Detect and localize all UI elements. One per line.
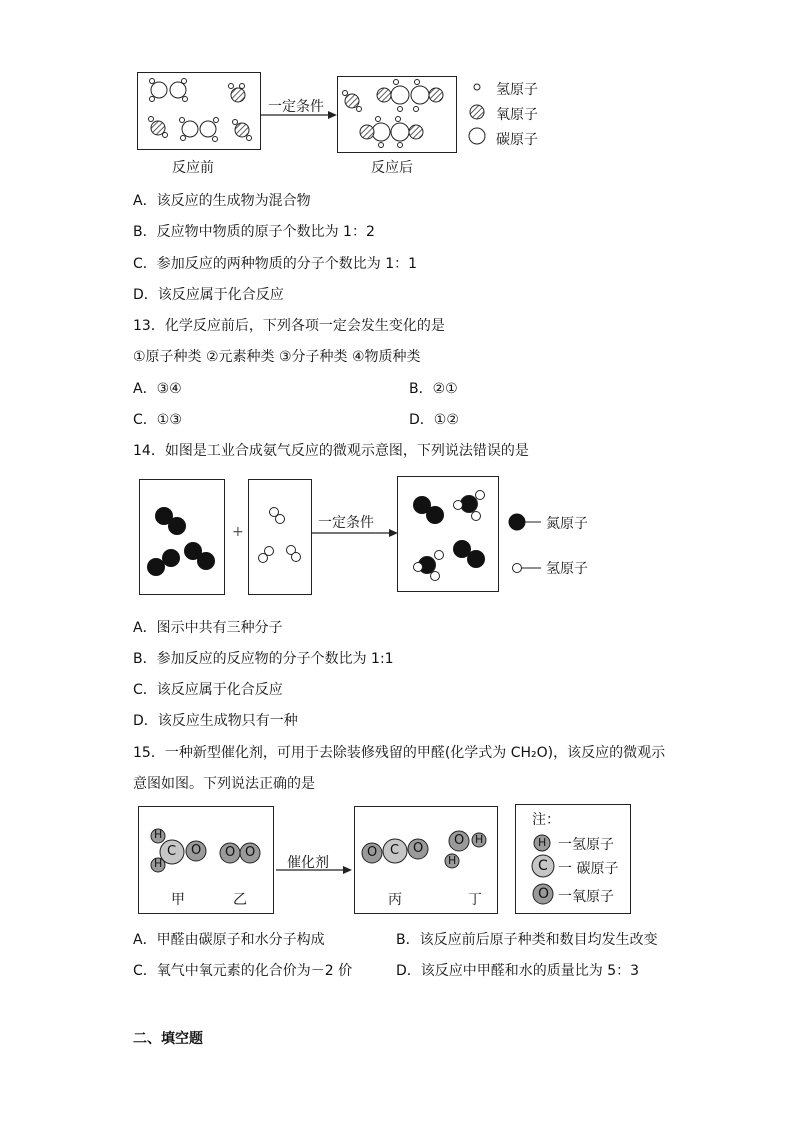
q12-legend-c: 碳原子 — [496, 132, 538, 148]
q15-label-ding: 丁 — [468, 892, 482, 908]
q15-legend-o: 一氧原子 — [558, 889, 614, 905]
q12-caption-after: 反应后 — [371, 160, 413, 176]
molecule — [343, 91, 362, 112]
q13-stem: 13．化学反应前后，下列各项一定会发生变化的是 — [133, 318, 445, 334]
q14-stem: 14．如图是工业合成氨气反应的微观示意图，下列说法错误的是 — [133, 443, 529, 459]
q14-option-c: C．该反应属于化合反应 — [133, 682, 283, 698]
atom-c: C — [167, 844, 177, 859]
section-title: 二、填空题 — [133, 1031, 203, 1047]
q13-option-a: A．③④ — [133, 381, 182, 397]
q12-legend-h: 氢原子 — [496, 82, 538, 98]
q12-legend-icons — [466, 78, 490, 148]
q15-legend-box — [515, 804, 631, 914]
atom-o: O — [225, 845, 236, 860]
q13-items: ①原子种类 ②元素种类 ③分子种类 ④物质种类 — [133, 349, 421, 365]
q14-arrow — [312, 528, 398, 538]
molecule — [149, 117, 168, 138]
molecule — [233, 120, 252, 141]
q14-option-d: D．该反应生成物只有一种 — [133, 713, 298, 729]
q15-arrow-label: 催化剂 — [287, 855, 329, 871]
atom-o: O — [367, 845, 378, 860]
q12-option-b: B．反应物中物质的原子个数比为 1：2 — [133, 224, 375, 240]
q14-option-a: A．图示中共有三种分子 — [133, 620, 283, 636]
q14-after-box — [397, 476, 499, 592]
q15-arrow — [276, 865, 352, 875]
q15-note-title: 注： — [532, 812, 560, 828]
q14-nitrogen-molecules — [140, 480, 224, 594]
q15-option-c: C．氧气中氧元素的化合价为－2 价 — [133, 963, 353, 979]
q13-option-d: D．①② — [409, 412, 459, 428]
q15-stem-line1: 15．一种新型催化剂，可用于去除装修残留的甲醛(化学式为 CH₂O)，该反应的微观示 — [133, 745, 666, 761]
q15-stem-line2: 意图如图。下列说法正确的是 — [133, 776, 315, 792]
q15-before-box — [138, 806, 274, 914]
q15-option-d: D．该反应中甲醛和水的质量比为 5：3 — [396, 963, 640, 979]
q14-legend-h: 氢原子 — [546, 561, 588, 577]
q14-arrow-label: 一定条件 — [318, 515, 374, 531]
atom-o: O — [538, 886, 550, 902]
q15-label-yi: 乙 — [233, 892, 247, 908]
q13-option-c: C．①③ — [133, 412, 182, 428]
q12-caption-before: 反应前 — [172, 160, 214, 176]
q14-option-b: B．参加反应的反应物的分子个数比为 1:1 — [133, 651, 394, 667]
atom-h: H — [154, 828, 163, 841]
q12-before-molecules — [138, 73, 260, 149]
q15-legend-c: 一 碳原子 — [558, 861, 619, 877]
q15-option-a: A．甲醛由碳原子和水分子构成 — [133, 932, 325, 948]
q15-after-box — [354, 806, 498, 914]
q14-nitrogen-box — [139, 479, 225, 595]
atom-h: H — [538, 836, 547, 849]
atom-h: H — [448, 854, 457, 867]
q14-plus: + — [232, 524, 244, 540]
molecule — [229, 84, 246, 103]
atom-c: C — [390, 843, 400, 858]
q14-after-molecules — [398, 477, 498, 591]
molecule — [180, 118, 219, 142]
q14-hydrogen-box — [248, 479, 312, 595]
q12-option-c: C．参加反应的两种物质的分子个数比为 1：1 — [133, 256, 418, 272]
q15-label-bing: 丙 — [388, 892, 402, 908]
q12-arrow — [261, 110, 337, 120]
atom-h: H — [154, 857, 163, 870]
atom-o: O — [191, 843, 202, 858]
molecule — [150, 79, 188, 102]
q15-legend-icons — [516, 805, 556, 913]
q13-option-b: B．②① — [409, 381, 458, 397]
q14-legend-icons — [505, 510, 545, 580]
q15-option-b: B．该反应前后原子种类和数目均发生改变 — [396, 932, 658, 948]
q12-after-molecules — [338, 77, 456, 152]
molecule — [360, 117, 423, 148]
q15-label-jia: 甲 — [171, 892, 185, 908]
atom-h: H — [475, 833, 484, 846]
atom-o: O — [245, 845, 256, 860]
atom-o: O — [454, 833, 465, 848]
q15-legend-h: 一氢原子 — [558, 837, 614, 853]
q12-after-box — [337, 76, 457, 153]
atom-c: C — [538, 858, 548, 874]
q12-legend-o: 氧原子 — [496, 107, 538, 123]
q12-before-box — [137, 72, 261, 150]
q12-option-d: D．该反应属于化合反应 — [133, 287, 284, 303]
molecule — [377, 80, 443, 112]
q14-hydrogen-molecules — [249, 480, 311, 594]
q14-legend-n: 氮原子 — [546, 516, 588, 532]
q12-option-a: A．该反应的生成物为混合物 — [133, 193, 311, 209]
q12-arrow-label: 一定条件 — [268, 99, 324, 115]
atom-o: O — [413, 841, 424, 856]
